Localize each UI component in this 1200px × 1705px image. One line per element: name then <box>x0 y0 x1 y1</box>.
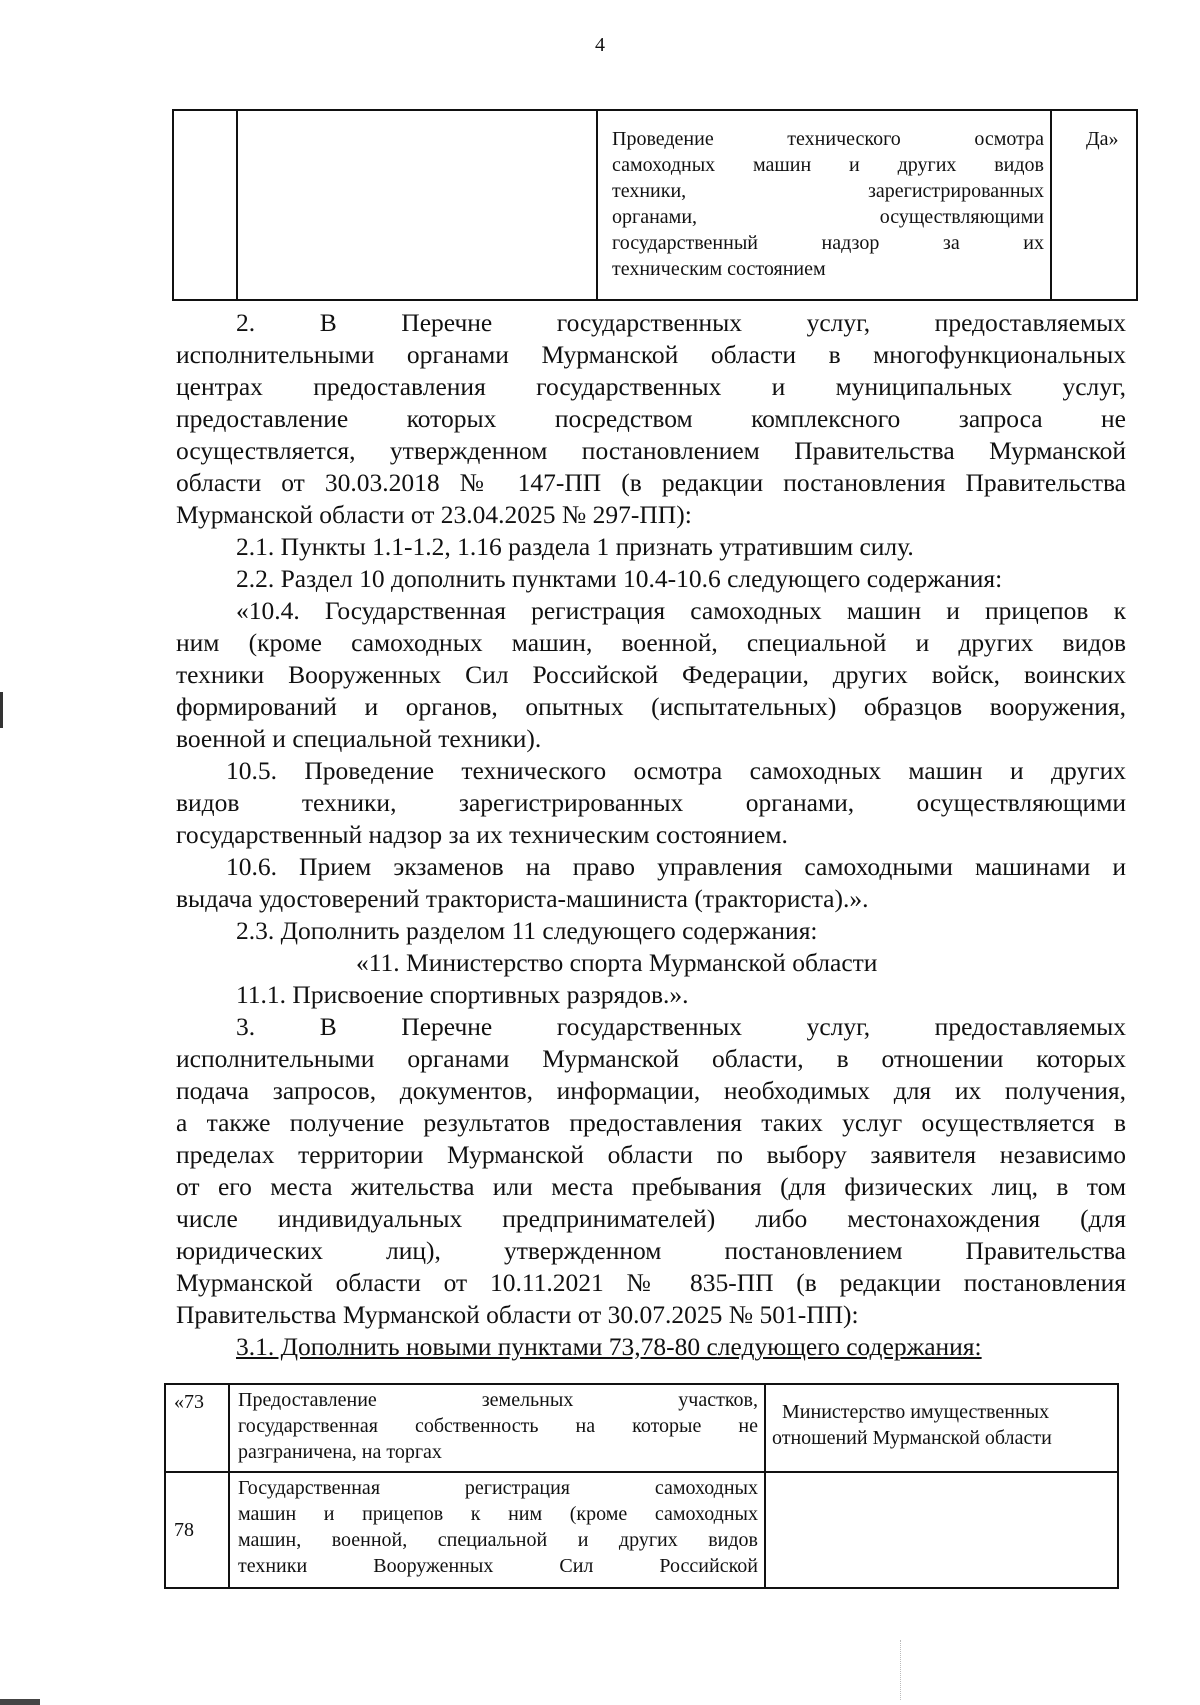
table-row <box>165 1472 1118 1588</box>
paragraph-line: Мурманской области от 23.04.2025 № 297-ПП): <box>176 500 692 529</box>
table-row <box>173 110 1137 300</box>
description-line: машин и прицепов к ним (кроме самоходных <box>238 1503 758 1526</box>
section-11-title: «11. Министерство спорта Мурманской области <box>356 948 878 977</box>
ministry-line: отношений Мурманской области <box>772 1427 1052 1449</box>
top-services-table <box>172 109 1138 301</box>
description-line: государственная собственность на которые не <box>238 1415 758 1437</box>
table-cell-number <box>173 110 237 300</box>
page-number: 4 <box>595 34 605 56</box>
paragraph-line: области от 30.03.2018 № 147-ПП (в редакции постановления Правительства <box>176 468 1126 497</box>
item-10-4-line: военной и специальной техники). <box>176 724 542 753</box>
paragraph-3-line: от его места жительства или места пребывания (для физических лиц, в том <box>176 1172 1126 1201</box>
item-11-1: 11.1. Присвоение спортивных разрядов.». <box>236 980 689 1009</box>
paragraph-3-line: пределах территории Мурманской области по выбору заявителя независимо <box>176 1140 1126 1169</box>
paragraph-3-line: числе индивидуальных предпринимателей) либо местонахождения (для <box>176 1204 1126 1233</box>
paragraph-line: осуществляется, утвержденном постановлением Правительства Мурманской <box>176 436 1126 465</box>
table-cell-empty <box>237 110 597 300</box>
item-10-4-line: ним (кроме самоходных машин, военной, специальной и других видов <box>176 628 1126 657</box>
bottom-services-table <box>164 1383 1119 1589</box>
paragraph-3-line: 3. В Перечне государственных услуг, предоставляемых <box>236 1012 1126 1041</box>
paragraph-3-line: подача запросов, документов, информации, необходимых для их получения, <box>176 1076 1126 1105</box>
paragraph-3-line: исполнительными органами Мурманской области, в отношении которых <box>176 1044 1126 1073</box>
row-description <box>229 1384 765 1472</box>
description-line: разграничена, на торгах <box>238 1441 442 1463</box>
flag-value: Да» <box>1086 128 1119 150</box>
service-line: органами, осуществляющими <box>612 206 1044 228</box>
item-10-6-line: 10.6. Прием экзаменов на право управления самоходными машинами и <box>226 852 1126 881</box>
table-cell-flag <box>1051 110 1137 300</box>
row-ministry-empty <box>765 1472 1118 1588</box>
service-line: Проведение технического осмотра <box>612 128 1044 150</box>
ministry-line: Министерство имущественных <box>782 1401 1050 1423</box>
row-number: «73 <box>165 1384 229 1472</box>
description-line: машин, военной, специальной и других видов <box>238 1529 758 1552</box>
row-number: 78 <box>165 1472 229 1588</box>
table-row <box>165 1384 1118 1472</box>
description-line: техники Вооруженных Сил Российской <box>238 1555 758 1578</box>
paragraph-line: 2. В Перечне государственных услуг, предоставляемых <box>236 308 1126 337</box>
scan-edge-mark <box>0 1699 40 1705</box>
item-10-5-line: видов техники, зарегистрированных органами, осуществляющими <box>176 788 1126 817</box>
table-cell-service <box>597 110 1051 300</box>
service-line: техники, зарегистрированных <box>612 180 1044 202</box>
scan-edge-mark <box>0 692 3 728</box>
paragraph-3-line: Мурманской области от 10.11.2021 № 835-ПП (в редакции постановления <box>176 1268 1126 1297</box>
item-2-1: 2.1. Пункты 1.1-1.2, 1.16 раздела 1 признать утратившим силу. <box>236 532 914 561</box>
paragraph-line: предоставление которых посредством комплексного запроса не <box>176 404 1126 433</box>
scan-artifact <box>900 1640 902 1700</box>
paragraph-line: исполнительными органами Мурманской области в многофункциональных <box>176 340 1126 369</box>
row-description <box>229 1472 765 1588</box>
paragraph-2 <box>176 307 1126 1363</box>
service-line: техническим состоянием <box>612 258 826 280</box>
item-3-1: 3.1. Дополнить новыми пунктами 73,78-80 следующего содержания: <box>236 1332 982 1361</box>
paragraph-3-line: юридических лиц), утвержденном постановлением Правительства <box>176 1236 1126 1265</box>
item-2-3: 2.3. Дополнить разделом 11 следующего содержания: <box>236 916 818 945</box>
service-line: самоходных машин и других видов <box>612 154 1044 176</box>
item-10-6-line: выдача удостоверений тракториста-машиниста (тракториста).». <box>176 884 869 913</box>
item-10-4-line: техники Вооруженных Сил Российской Федерации, других войск, воинских <box>176 660 1126 689</box>
service-line: государственный надзор за их <box>612 232 1044 254</box>
paragraph-3-line: Правительства Мурманской области от 30.07.2025 № 501-ПП): <box>176 1300 859 1329</box>
item-10-5-line: 10.5. Проведение технического осмотра самоходных машин и других <box>226 756 1126 785</box>
item-10-5-line: государственный надзор за их техническим состоянием. <box>176 820 788 849</box>
item-10-4-line: «10.4. Государственная регистрация самоходных машин и прицепов к <box>236 596 1126 625</box>
paragraph-3-line: а также получение результатов предоставления таких услуг осуществляется в <box>176 1108 1126 1137</box>
description-line: Государственная регистрация самоходных <box>238 1477 758 1500</box>
row-ministry <box>765 1384 1118 1472</box>
description-line: Предоставление земельных участков, <box>238 1389 758 1411</box>
item-10-4-line: формирований и органов, опытных (испытательных) образцов вооружения, <box>176 692 1126 721</box>
paragraph-line: центрах предоставления государственных и муниципальных услуг, <box>176 372 1126 401</box>
item-2-2: 2.2. Раздел 10 дополнить пунктами 10.4-10.6 следующего содержания: <box>236 564 1003 593</box>
